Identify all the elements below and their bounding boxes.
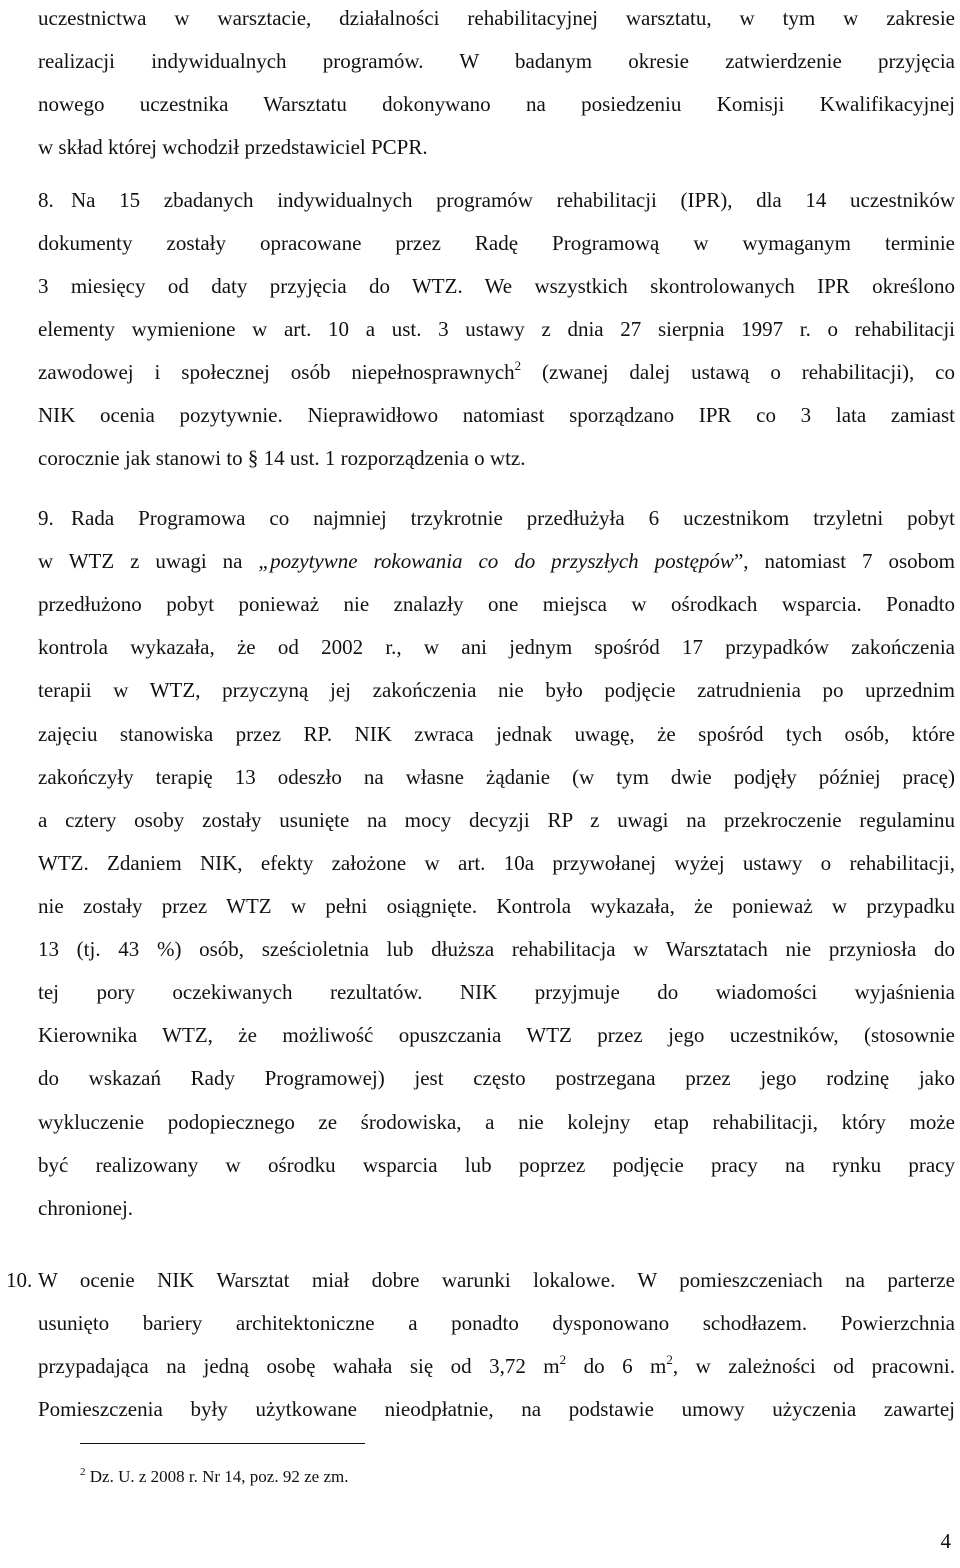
text-line: usunięto bariery architektoniczne a ponadto dysponowano schodłazem. Powierzchnia — [38, 1311, 955, 1335]
text-line: Kierownika WTZ, że możliwość opuszczania WTZ przez jego uczestników, (stosownie — [38, 1023, 955, 1047]
text-line: NIK ocenia pozytywnie. Nieprawidłowo natomiast sporządzano IPR co 3 lata zamiast — [38, 403, 955, 427]
text-span: , w zależności od pracowni. — [672, 1354, 955, 1378]
text-line: Na 15 zbadanych indywidualnych programów rehabilitacji (IPR), dla 14 uczestników — [71, 188, 955, 212]
text-line: zakończyły terapię 13 odeszło na własne żądanie (w tym dwie podjęły później pracę) — [38, 765, 955, 789]
superscript: 2 — [559, 1352, 567, 1367]
text-line: corocznie jak stanowi to § 14 ust. 1 rozporządzenia o wtz. — [38, 446, 526, 470]
footnote-separator — [80, 1443, 365, 1444]
text-line: chronionej. — [38, 1196, 134, 1220]
text-line: wykluczenie podopiecznego ze środowiska, a nie kolejny etap rehabilitacji, który może — [38, 1110, 955, 1134]
paragraph-number: 8. — [38, 188, 54, 212]
paragraph-number: 9. — [38, 506, 54, 530]
text-line: do wskazań Rady Programowej) jest często postrzegana przez jego rodzinę jako — [38, 1066, 955, 1090]
text-line: uczestnictwa w warsztacie, działalności rehabilitacyjnej warsztatu, w tym w zakresie — [38, 6, 955, 30]
text-line: W ocenie NIK Warsztat miał dobre warunki lokalowe. W pomieszczeniach na parterze — [38, 1268, 955, 1292]
text-line: dokumenty zostały opracowane przez Radę Programową w wymaganym terminie — [38, 231, 955, 255]
text-line: w skład której wchodził przedstawiciel PCPR. — [38, 135, 428, 159]
text-line: nie zostały przez WTZ w pełni osiągnięte. Kontrola wykazała, że ponieważ w przypadku — [38, 894, 955, 918]
text-line: terapii w WTZ, przyczyną jej zakończenia nie było podjęcie zatrudnienia po uprzednim — [38, 678, 955, 702]
text-span: zawodowej i społecznej osób niepełnosprawnych — [38, 360, 515, 384]
text-span: (zwanej dalej ustawą o rehabilitacji), co — [521, 360, 955, 384]
text-span: przypadająca na jedną osobę wahała się od 3,72 m — [38, 1354, 560, 1378]
paragraph-number: 10. — [6, 1268, 33, 1292]
text-line: tej pory oczekiwanych rezultatów. NIK przyjmuje do wiadomości wyjaśnienia — [38, 980, 955, 1004]
footnote-marker: 2 — [80, 1466, 86, 1478]
text-line: być realizowany w ośrodku wsparcia lub poprzez podjęcie pracy na rynku pracy — [38, 1153, 955, 1177]
footnote — [80, 1466, 348, 1488]
text-span: w WTZ z uwagi na — [38, 549, 259, 573]
text-line: realizacji indywidualnych programów. W badanym okresie zatwierdzenie przyjęcia — [38, 49, 955, 73]
text-line: przedłużono pobyt ponieważ nie znalazły one miejsca w ośrodkach wsparcia. Ponadto — [38, 592, 955, 616]
text-span: do 6 m — [566, 1354, 667, 1378]
text-span: ”, natomiast 7 osobom — [733, 549, 955, 573]
text-line: 3 miesięcy od daty przyjęcia do WTZ. We wszystkich skontrolowanych IPR określono — [38, 274, 955, 298]
text-line: 13 (tj. 43 %) osób, sześcioletnia lub dłuższa rehabilitacja w Warsztatach nie przyniosła do — [38, 937, 955, 961]
text-line: Rada Programowa co najmniej trzykrotnie przedłużyła 6 uczestnikom trzyletni pobyt — [71, 506, 955, 530]
text-line: nowego uczestnika Warsztatu dokonywano na posiedzeniu Komisji Kwalifikacyjnej — [38, 92, 955, 116]
text-line: Pomieszczenia były użytkowane nieodpłatnie, na podstawie umowy użyczenia zawartej — [38, 1397, 955, 1421]
text-line: zajęciu stanowiska przez RP. NIK zwraca jednak uwagę, że spośród tych osób, które — [38, 722, 955, 746]
text-line: a cztery osoby zostały usunięte na mocy decyzji RP z uwagi na przekroczenie regulaminu — [38, 808, 955, 832]
superscript: 2 — [666, 1352, 673, 1367]
text-line: elementy wymienione w art. 10 a ust. 3 ustawy z dnia 27 sierpnia 1997 r. o rehabilitacji — [38, 317, 955, 341]
footnote-text: Dz. U. z 2008 r. Nr 14, poz. 92 ze zm. — [85, 1467, 349, 1486]
text-line: kontrola wykazała, że od 2002 r., w ani jednym spośród 17 przypadków zakończenia — [38, 635, 955, 659]
text-line: WTZ. Zdaniem NIK, efekty założone w art. 10a przywołanej wyżej ustawy o rehabilitacji, — [38, 851, 955, 875]
italic-quote: „pozytywne rokowania co do przyszłych postępów — [258, 549, 734, 573]
page-number: 4 — [940, 1529, 951, 1553]
footnote-reference: 2 — [514, 358, 522, 373]
